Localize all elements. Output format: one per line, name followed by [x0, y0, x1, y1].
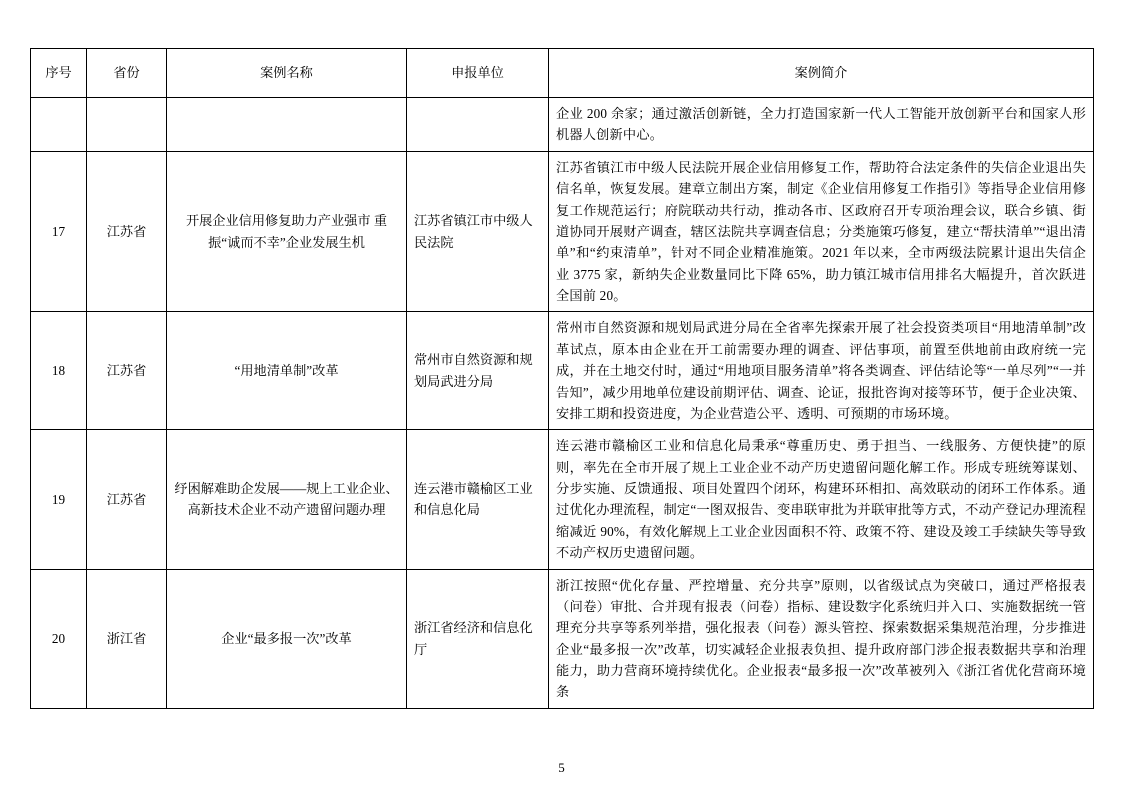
cell-description: 浙江按照“优化存量、严控增量、充分共享”原则，以省级试点为突破口，通过严格报表（问卷）审批、合并现有报表（问卷）指标、建设数字化系统归并入口、实施数据统一管理充分共享等系列举措，强化报表（问卷）源头管控、探索数据采集规范治理，分步推进企业“最多报一次”改革，切实减轻企业报表负担、提升政府部门涉企报表数据共享和治理能力，助力营商环境持续优化。企业报表“最多报一次”改革被列入《浙江省优化营商环境条 — [549, 569, 1094, 708]
table-row — [31, 151, 1094, 312]
cell-case-name: 纾困解难助企发展——规上工业企业、高新技术企业不动产遗留问题办理 — [167, 430, 407, 569]
cell-index: 17 — [31, 151, 87, 312]
page-number: 5 — [558, 760, 565, 775]
cell-description: 常州市自然资源和规划局武进分局在全省率先探索开展了社会投资类项目“用地清单制”改革试点，原本由企业在开工前需要办理的调查、评估事项，前置至供地前由政府统一完成，并在土地交付时，通过“用地项目服务清单”将各类调查、评估结论等“一单尽列”“一并告知”，减少用地单位建设前期评估、调查、论证，报批咨询对接等环节，便于企业决策、安排工期和投资进度，为企业营造公平、透明、可预期的市场环境。 — [549, 312, 1094, 430]
cell-index — [31, 98, 87, 152]
cell-province: 江苏省 — [87, 151, 167, 312]
header-cell-unit: 申报单位 — [407, 49, 549, 98]
cell-province: 浙江省 — [87, 569, 167, 708]
cases-table — [30, 48, 1094, 709]
cell-case-name: 开展企业信用修复助力产业强市 重振“诚而不幸”企业发展生机 — [167, 151, 407, 312]
header-cell-description: 案例简介 — [549, 49, 1094, 98]
cell-province — [87, 98, 167, 152]
cell-case-name — [167, 98, 407, 152]
header-cell-index: 序号 — [31, 49, 87, 98]
cell-case-name: “用地清单制”改革 — [167, 312, 407, 430]
cell-description: 企业 200 余家；通过激活创新链，全力打造国家新一代人工智能开放创新平台和国家人形机器人创新中心。 — [549, 98, 1094, 152]
header-cell-province: 省份 — [87, 49, 167, 98]
header-cell-case-name: 案例名称 — [167, 49, 407, 98]
table-row — [31, 569, 1094, 708]
cell-index: 19 — [31, 430, 87, 569]
cell-province: 江苏省 — [87, 430, 167, 569]
table-row — [31, 430, 1094, 569]
table-header — [31, 49, 1094, 98]
cell-unit: 连云港市赣榆区工业和信息化局 — [407, 430, 549, 569]
cell-index: 18 — [31, 312, 87, 430]
cell-unit: 浙江省经济和信息化厅 — [407, 569, 549, 708]
cell-province: 江苏省 — [87, 312, 167, 430]
table-header-row — [31, 49, 1094, 98]
cell-index: 20 — [31, 569, 87, 708]
table-body — [31, 98, 1094, 709]
cell-case-name: 企业“最多报一次”改革 — [167, 569, 407, 708]
cell-description: 江苏省镇江市中级人民法院开展企业信用修复工作，帮助符合法定条件的失信企业退出失信名单，恢复发展。建章立制出方案，制定《企业信用修复工作指引》等指导企业信用修复工作规范运行；府院联动共行动，推动各市、区政府召开专项治理会议，联合乡镇、街道协同开展财产调查，辖区法院共享调查信息；分类施策巧修复，建立“帮扶清单”“退出清单”和“约束清单”，针对不同企业精准施策。2021 年以来，全市两级法院累计退出失信企业 3775 家，新纳失企业数量同比下降 65%，助力镇江城市信用排名大幅提升，首次跃进全国前 20。 — [549, 151, 1094, 312]
table-row — [31, 312, 1094, 430]
cell-description: 连云港市赣榆区工业和信息化局秉承“尊重历史、勇于担当、一线服务、方便快捷”的原则，率先在全市开展了规上工业企业不动产历史遗留问题化解工作。形成专班统筹谋划、分步实施、反馈通报、项目处置四个闭环，构建环环相扣、高效联动的闭环工作体系。通过优化办理流程，制定“一图双报告、变串联审批为并联审批等方式，不动产登记办理流程缩减近 90%，有效化解规上工业企业因面积不符、政策不符、建设及竣工手续缺失等导致不动产权历史遗留问题。 — [549, 430, 1094, 569]
table-row — [31, 98, 1094, 152]
cell-unit: 江苏省镇江市中级人民法院 — [407, 151, 549, 312]
cell-unit — [407, 98, 549, 152]
table-container — [30, 48, 1093, 709]
cell-unit: 常州市自然资源和规划局武进分局 — [407, 312, 549, 430]
